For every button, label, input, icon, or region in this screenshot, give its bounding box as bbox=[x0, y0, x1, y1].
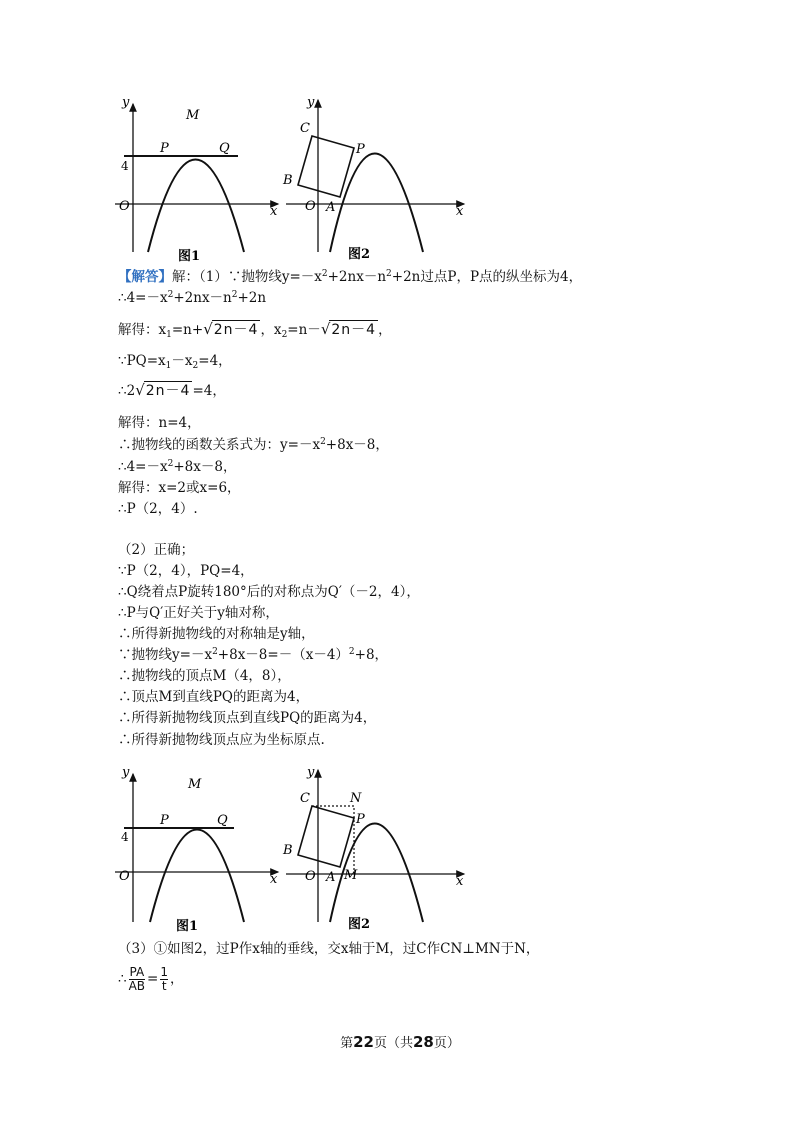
answer-line-5: ∴2√2n－4 =4， bbox=[118, 381, 226, 399]
answer-tag: 【解答】 bbox=[118, 269, 172, 285]
point-q-label: Q bbox=[217, 813, 228, 828]
point-c-label: C bbox=[300, 791, 310, 806]
tick-4-label: 4 bbox=[121, 159, 129, 173]
point-m-label: M bbox=[186, 108, 200, 123]
answer-line-3: 解得：$x_1=n+√2n-4$ ，$x_2=n-√2n-4$ ， bbox=[118, 320, 392, 340]
origin-label: O bbox=[119, 199, 130, 214]
point-b-label: B bbox=[283, 843, 293, 858]
y-axis-label: y bbox=[307, 765, 315, 780]
answer-line-15: ∴所得新抛物线的对称轴是y轴， bbox=[118, 626, 315, 642]
point-m-label: M bbox=[188, 777, 202, 792]
answer-line-12: ∵P（2，4），PQ=4， bbox=[118, 563, 254, 579]
fraction-pa-ab: $\frac{PA}{AB}$ bbox=[128, 965, 146, 993]
origin-label: O bbox=[305, 869, 316, 884]
answer-line-1: 【解答】解：（1）∵抛物线$y=-x^2+2nx-n^2+2n$过点P，P点的纵坐标为4， bbox=[118, 269, 583, 285]
answer-line-18: ∴顶点M到直线PQ的距离为4， bbox=[118, 689, 310, 705]
origin-label: O bbox=[119, 869, 130, 884]
point-n-label: N bbox=[350, 791, 362, 806]
y-axis-label: y bbox=[122, 765, 130, 780]
answer-line-21: （3）①如图2，过P作x轴的垂线，交x轴于M，过C作CN⊥MN于N， bbox=[118, 941, 540, 957]
figure-caption: 图1 bbox=[176, 919, 199, 934]
figure-2-top bbox=[278, 92, 478, 264]
fraction-1-t: $\frac{1}{t}$ bbox=[160, 965, 168, 993]
x-axis-label: x bbox=[456, 874, 464, 889]
point-p-label: P bbox=[160, 141, 169, 156]
x-axis-label: x bbox=[270, 204, 278, 219]
y-axis-label: y bbox=[307, 95, 315, 110]
answer-line-4: $\because PQ=x_1-x_2=4$， bbox=[118, 353, 232, 371]
point-a-label: A bbox=[326, 870, 336, 885]
tick-4-label: 4 bbox=[121, 830, 129, 844]
answer-line-22: ∴ $\frac{PA}{AB}$ = $\frac{1}{t}$ ， bbox=[118, 965, 184, 993]
answer-line-13: ∴Q绕着点P旋转180°后的对称点为Q′（－2，4）， bbox=[118, 584, 420, 600]
answer-line-8: $\therefore 4=-x^2+8x-8$， bbox=[118, 459, 237, 475]
y-axis-label: y bbox=[122, 95, 130, 110]
answer-line-14: ∴P与Q′正好关于y轴对称， bbox=[118, 605, 279, 621]
answer-line-20: ∴所得新抛物线顶点应为坐标原点. bbox=[118, 732, 325, 748]
figure-caption: 图2 bbox=[348, 247, 371, 262]
figure-caption: 图2 bbox=[348, 917, 371, 932]
page-number: 22 bbox=[353, 1033, 374, 1051]
x-axis-label: x bbox=[270, 872, 278, 887]
answer-line-19: ∴所得新抛物线顶点到直线PQ的距离为4， bbox=[118, 710, 377, 726]
answer-line-9: 解得：x=2或x=6， bbox=[118, 480, 241, 496]
answer-line-10: ∴P（2，4）. bbox=[118, 501, 198, 517]
point-m-label: M bbox=[344, 868, 358, 883]
point-a-label: A bbox=[326, 200, 336, 215]
point-q-label: Q bbox=[219, 141, 230, 156]
point-c-label: C bbox=[300, 121, 310, 136]
point-p-label: P bbox=[356, 142, 365, 157]
answer-line-11: （2）正确； bbox=[118, 542, 195, 558]
figure-1-top bbox=[110, 92, 290, 264]
x-axis-label: x bbox=[456, 204, 464, 219]
figure-1-bottom bbox=[110, 762, 290, 934]
figure-2-bottom bbox=[278, 762, 478, 934]
page-total: 28 bbox=[413, 1033, 434, 1051]
page-footer: 第22页（共28页） bbox=[340, 1033, 460, 1051]
answer-line-7: ∴抛物线的函数关系式为：$y=-x^2+8x-8$， bbox=[118, 437, 389, 453]
origin-label: O bbox=[305, 199, 316, 214]
figure-caption: 图1 bbox=[178, 249, 201, 264]
answer-line-17: ∴抛物线的顶点M（4，8）， bbox=[118, 668, 291, 684]
answer-line-16: ∵抛物线$y=-x^2+8x-8=-(x-4)^2+8$， bbox=[118, 647, 389, 663]
point-b-label: B bbox=[283, 173, 293, 188]
answer-line-2: $\therefore 4=-x^2+2nx-n^2+2n$ bbox=[118, 290, 267, 306]
point-p-label: P bbox=[356, 812, 365, 827]
answer-line-6: 解得：n=4， bbox=[118, 415, 201, 431]
point-p-label: P bbox=[160, 813, 169, 828]
